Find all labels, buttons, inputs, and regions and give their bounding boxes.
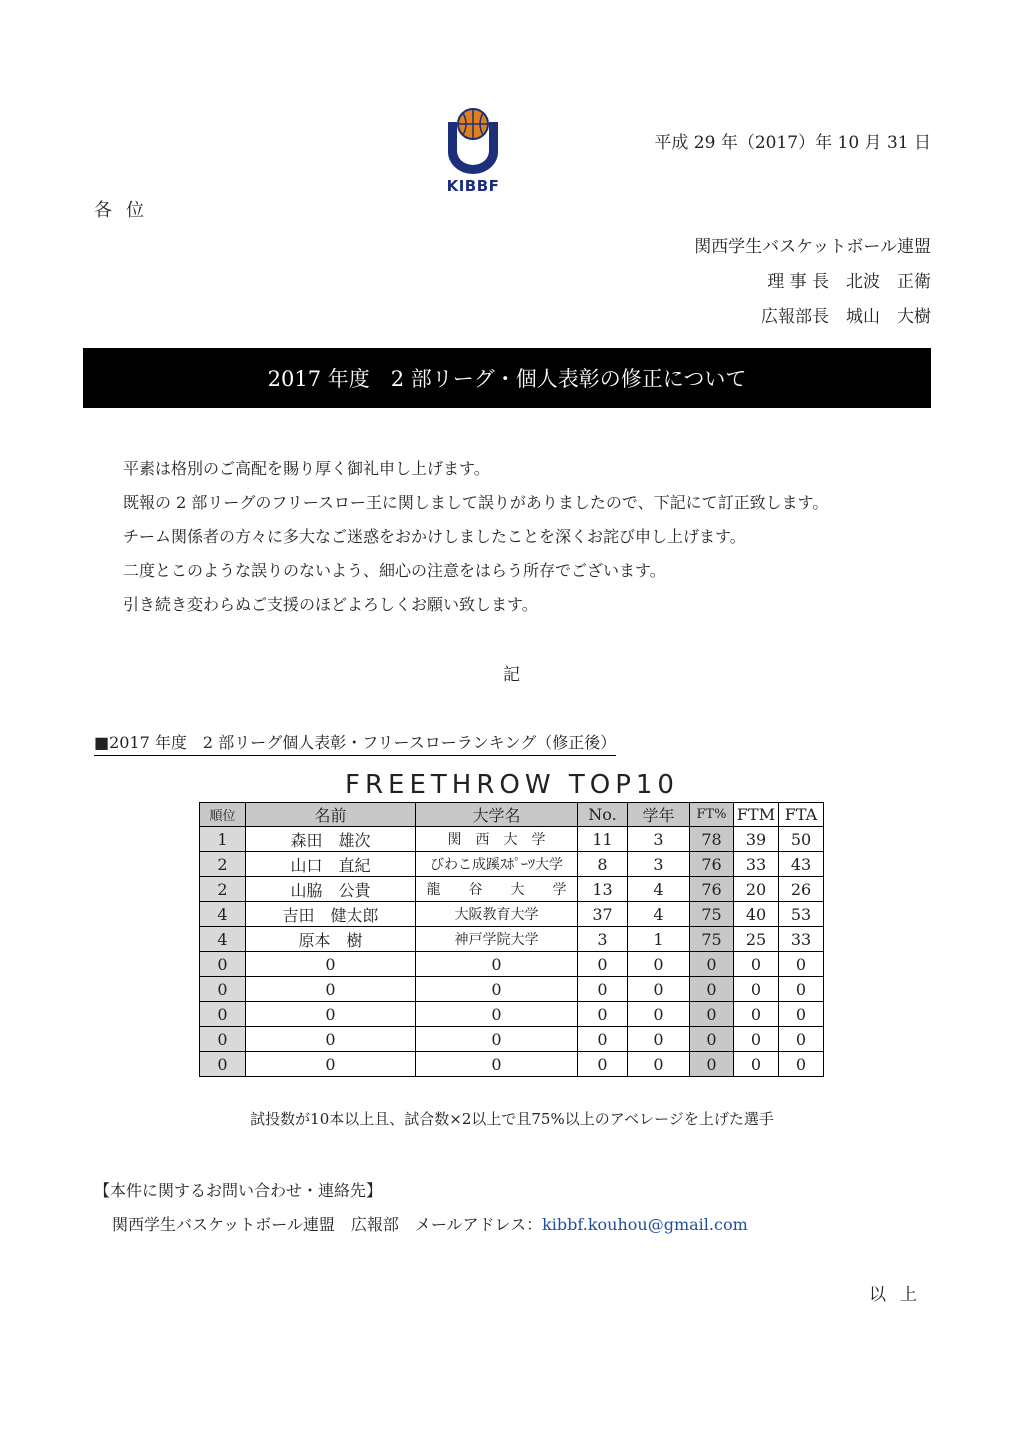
cell-name: 0: [246, 952, 416, 977]
header-ft-pct: FT%: [690, 803, 734, 827]
table-row: [200, 977, 824, 1002]
cell-ftm: 39: [734, 827, 779, 852]
table-title: FREETHROW TOP10: [345, 770, 679, 800]
cell-grade: 3: [628, 852, 690, 877]
table-row: [200, 927, 824, 952]
contact-email-link[interactable]: kibbf.kouhou@gmail.com: [542, 1215, 748, 1234]
cell-fta: 43: [779, 852, 824, 877]
cell-ftm: 0: [734, 952, 779, 977]
cell-university: 大阪教育大学: [416, 902, 578, 927]
cell-fta: 26: [779, 877, 824, 902]
cell-university: 0: [416, 1002, 578, 1027]
cell-university: 関 西 大 学: [416, 827, 578, 852]
table-header-row: [200, 803, 824, 827]
cell-ftm: 0: [734, 1052, 779, 1077]
cell-rank: 1: [200, 827, 246, 852]
cell-number: 11: [578, 827, 628, 852]
cell-grade: 3: [628, 827, 690, 852]
cell-name: 山口 直紀: [246, 852, 416, 877]
cell-university: 0: [416, 952, 578, 977]
cell-ftm: 33: [734, 852, 779, 877]
cell-name: 原本 樹: [246, 927, 416, 952]
cell-rank: 0: [200, 1027, 246, 1052]
body-line: チーム関係者の方々に多大なご迷惑をおかけしましたことを深くお詫び申し上げます。: [123, 527, 746, 546]
cell-rank: 2: [200, 877, 246, 902]
cell-ft-pct: 75: [690, 927, 734, 952]
closing-mark: 以上: [869, 1285, 931, 1305]
cell-ft-pct: 78: [690, 827, 734, 852]
header-grade: 学年: [628, 803, 690, 827]
cell-ftm: 20: [734, 877, 779, 902]
cell-ft-pct: 0: [690, 1052, 734, 1077]
cell-fta: 33: [779, 927, 824, 952]
cell-name: 吉田 健太郎: [246, 902, 416, 927]
ranking-table: [199, 802, 824, 1077]
cell-fta: 0: [779, 1027, 824, 1052]
cell-university: びわこ成蹊ｽﾎﾟｰﾂ大学: [416, 852, 578, 877]
document-title: 2017 年度 2 部リーグ・個人表彰の修正について: [267, 367, 747, 391]
ki-marker: 記: [503, 665, 520, 685]
cell-number: 0: [578, 977, 628, 1002]
contact-text: 関西学生バスケットボール連盟 広報部 メールアドレス：: [112, 1215, 543, 1234]
cell-ftm: 40: [734, 902, 779, 927]
kibbf-logo: [436, 104, 510, 194]
cell-number: 0: [578, 952, 628, 977]
body-line: 既報の 2 部リーグのフリースロー王に関しまして誤りがありましたので、下記にて訂正致します。: [123, 493, 829, 512]
cell-grade: 0: [628, 1052, 690, 1077]
cell-ft-pct: 0: [690, 1002, 734, 1027]
cell-name: 0: [246, 1002, 416, 1027]
table-row: [200, 1052, 824, 1077]
basketball-u-logo-icon: [436, 104, 510, 176]
section-title: ■2017 年度 2 部リーグ個人表彰・フリースローランキング（修正後）: [94, 730, 616, 756]
cell-name: 森田 雄次: [246, 827, 416, 852]
cell-name: 0: [246, 1052, 416, 1077]
cell-number: 37: [578, 902, 628, 927]
cell-number: 3: [578, 927, 628, 952]
cell-rank: 0: [200, 1052, 246, 1077]
header-fta: FTA: [779, 803, 824, 827]
table-row: [200, 902, 824, 927]
body-line: 平素は格別のご高配を賜り厚く御礼申し上げます。: [123, 459, 490, 478]
table-row: [200, 852, 824, 877]
cell-number: 0: [578, 1002, 628, 1027]
body-paragraphs: [123, 452, 828, 622]
sender-block: [694, 230, 931, 335]
table-row: [200, 877, 824, 902]
cell-rank: 2: [200, 852, 246, 877]
cell-ft-pct: 0: [690, 1027, 734, 1052]
cell-ftm: 25: [734, 927, 779, 952]
cell-ft-pct: 0: [690, 977, 734, 1002]
cell-university: 0: [416, 1052, 578, 1077]
table-row: [200, 827, 824, 852]
cell-ftm: 0: [734, 1002, 779, 1027]
cell-number: 8: [578, 852, 628, 877]
cell-grade: 0: [628, 952, 690, 977]
header-name: 名前: [246, 803, 416, 827]
cell-ft-pct: 75: [690, 902, 734, 927]
cell-university: 0: [416, 1027, 578, 1052]
cell-rank: 0: [200, 952, 246, 977]
body-line: 引き続き変わらぬご支援のほどよろしくお願い致します。: [123, 595, 538, 614]
cell-ftm: 0: [734, 977, 779, 1002]
cell-number: 13: [578, 877, 628, 902]
cell-ft-pct: 0: [690, 952, 734, 977]
table-row: [200, 1002, 824, 1027]
header-ftm: FTM: [734, 803, 779, 827]
cell-number: 0: [578, 1052, 628, 1077]
table-note: 試投数が10本以上且、試合数×2以上で且75%以上のアベレージを上げた選手: [250, 1110, 774, 1128]
cell-grade: 4: [628, 877, 690, 902]
cell-rank: 4: [200, 902, 246, 927]
header-university: 大学名: [416, 803, 578, 827]
cell-ft-pct: 76: [690, 877, 734, 902]
contact-line: [112, 1212, 748, 1235]
cell-fta: 53: [779, 902, 824, 927]
cell-ft-pct: 76: [690, 852, 734, 877]
cell-name: 0: [246, 1027, 416, 1052]
cell-ftm: 0: [734, 1027, 779, 1052]
org-name: 関西学生バスケットボール連盟: [694, 237, 931, 257]
cell-university: 神戸学院大学: [416, 927, 578, 952]
document-title-banner: [83, 348, 931, 408]
body-line: 二度とこのような誤りのないよう、細心の注意をはらう所存でございます。: [123, 561, 666, 580]
cell-grade: 0: [628, 1002, 690, 1027]
cell-grade: 1: [628, 927, 690, 952]
cell-rank: 0: [200, 1002, 246, 1027]
cell-fta: 0: [779, 952, 824, 977]
cell-fta: 0: [779, 1002, 824, 1027]
cell-grade: 0: [628, 977, 690, 1002]
cell-rank: 4: [200, 927, 246, 952]
cell-university: 0: [416, 977, 578, 1002]
table-row: [200, 1027, 824, 1052]
header-rank: 順位: [200, 803, 246, 827]
addressee: 各位: [94, 200, 158, 221]
pr-head-name: 広報部長 城山 大樹: [761, 307, 931, 327]
cell-name: 0: [246, 977, 416, 1002]
logo-text: KIBBF: [446, 177, 500, 195]
cell-grade: 0: [628, 1027, 690, 1052]
contact-title: 【本件に関するお問い合わせ・連絡先】: [94, 1181, 383, 1200]
cell-fta: 0: [779, 1052, 824, 1077]
header-number: No.: [578, 803, 628, 827]
cell-fta: 0: [779, 977, 824, 1002]
document-date: 平成 29 年（2017）年 10 月 31 日: [654, 133, 931, 153]
cell-number: 0: [578, 1027, 628, 1052]
chairman-name: 理 事 長 北波 正衛: [767, 272, 931, 292]
cell-grade: 4: [628, 902, 690, 927]
table-row: [200, 952, 824, 977]
cell-fta: 50: [779, 827, 824, 852]
cell-rank: 0: [200, 977, 246, 1002]
cell-university: 龍 谷 大 学: [416, 877, 578, 902]
cell-name: 山脇 公貴: [246, 877, 416, 902]
